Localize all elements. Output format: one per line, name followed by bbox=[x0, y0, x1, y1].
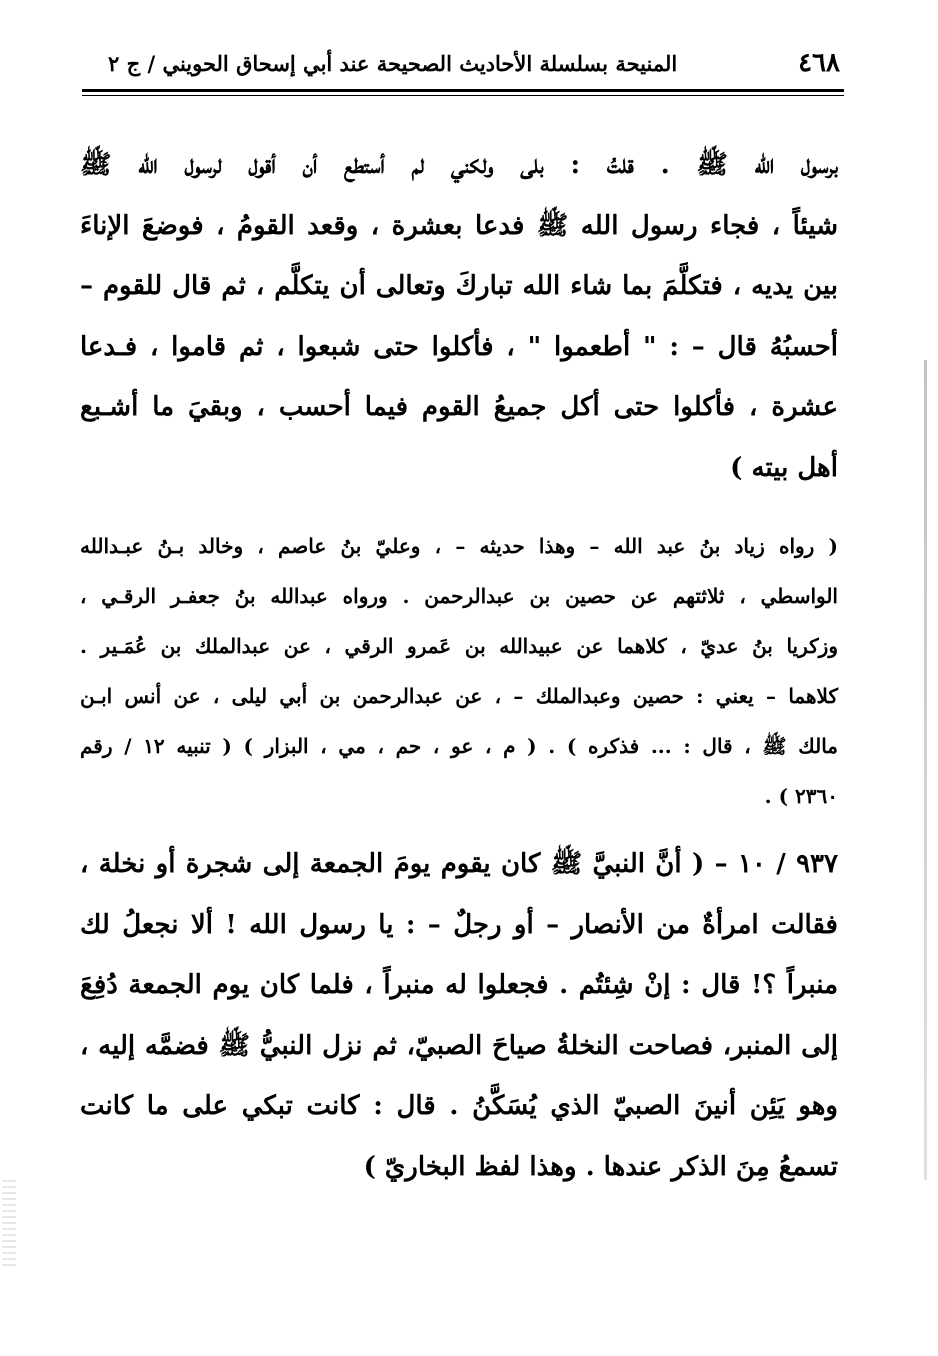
text-line: أحسبُهُ قال – : " أطعموا " ، فأكلوا حتى شبعوا ، ثم قاموا ، فـدعا bbox=[80, 331, 838, 362]
text-line: برسول الله ﷺ . قلتُ : بلى ولكني لم أستطع أن أقول لرسول الله ﷺ bbox=[80, 150, 838, 180]
header-rule-thick bbox=[82, 89, 844, 92]
running-title: المنيحة بسلسلة الأحاديث الصحيحة عند أبي إسحاق الحويني / ج ٢ bbox=[108, 51, 678, 76]
hadith-text-continuation bbox=[80, 135, 838, 498]
citation-line: الواسطي ، ثلاثتهم عن حصين بن عبدالرحمن . ورواه عبدالله بنُ جعفـر الرقـي ، bbox=[80, 584, 838, 608]
text-line: أهل بيته ) bbox=[730, 452, 838, 483]
header-rule-thin bbox=[82, 95, 844, 96]
citation-line: مالك ﷺ ، قال : ... فذكره ) . ( م ، عو ، حم ، مي ، البزار ) ( تنبيه ١٢ / رقم bbox=[80, 734, 839, 758]
citation-line: ٢٣٦٠ ) . bbox=[764, 784, 838, 808]
citation-line: ( رواه زياد بنُ عبد الله – وهذا حديثه – ، وعليّ بنُ عاصم ، وخالد بـنُ عبـدالله bbox=[80, 534, 838, 558]
page-header bbox=[82, 46, 844, 86]
scan-artifact bbox=[2, 1180, 16, 1270]
hadith-text-937 bbox=[80, 834, 838, 1197]
citation-line: كلاهما – يعني : حصين وعبدالملك – ، عن عبدالرحمن بن أبي ليلى ، عن أنس ابـن bbox=[80, 684, 838, 708]
hadith-citation bbox=[80, 521, 838, 821]
text-line: شيئاً ، فجاء رسول الله ﷺ فدعا بعشرة ، وقعد القومُ ، فوضعَ الإناءَ bbox=[80, 210, 838, 241]
page-number: ٤٦٨ bbox=[798, 48, 840, 78]
text-line: عشرة ، فأكلوا حتى أكل جميعُ القوم فيما أحسب ، وبقيَ ما أشـبع bbox=[80, 392, 838, 422]
binding-edge-shadow bbox=[924, 360, 927, 1180]
text-line: فقالت امرأةٌ من الأنصار – أو رجلٌ – : يا رسول الله ! ألا نجعلُ لك bbox=[80, 909, 838, 940]
text-line: منبراً ؟! قال : إنْ شِئتُم . فجعلوا له منبراً ، فلما كان يوم الجمعة دُفِعَ bbox=[80, 970, 838, 1000]
citation-line: وزكريا بنُ عديّ ، كلاهما عن عبيدالله بن عَمرو الرقي ، عن عبدالملك بن عُمَـير . bbox=[80, 634, 838, 658]
text-line: وهو يَئِن أنينَ الصبيّ الذي يُسَكَّنُ . قال : كانت تبكي على ما كانت bbox=[80, 1091, 838, 1121]
text-line: ٩٣٧ / ١٠ – ( أنَّ النبيَّ ﷺ كان يقوم يومَ الجمعة إلى شجرة أو نخلة ، bbox=[80, 849, 838, 879]
text-line: إلى المنبر، فصاحت النخلةُ صياحَ الصبيّ، ثم نزل النبيُّ ﷺ فضمَّه إليه ، bbox=[80, 1030, 838, 1061]
text-line: تسمعُ مِنَ الذكر عندها . وهذا لفظ البخاريّ ) bbox=[363, 1151, 838, 1182]
text-line: بين يديه ، فتكلَّمَ بما شاء الله تباركَ وتعالى أن يتكلَّم ، ثم قال للقوم – bbox=[80, 271, 838, 301]
